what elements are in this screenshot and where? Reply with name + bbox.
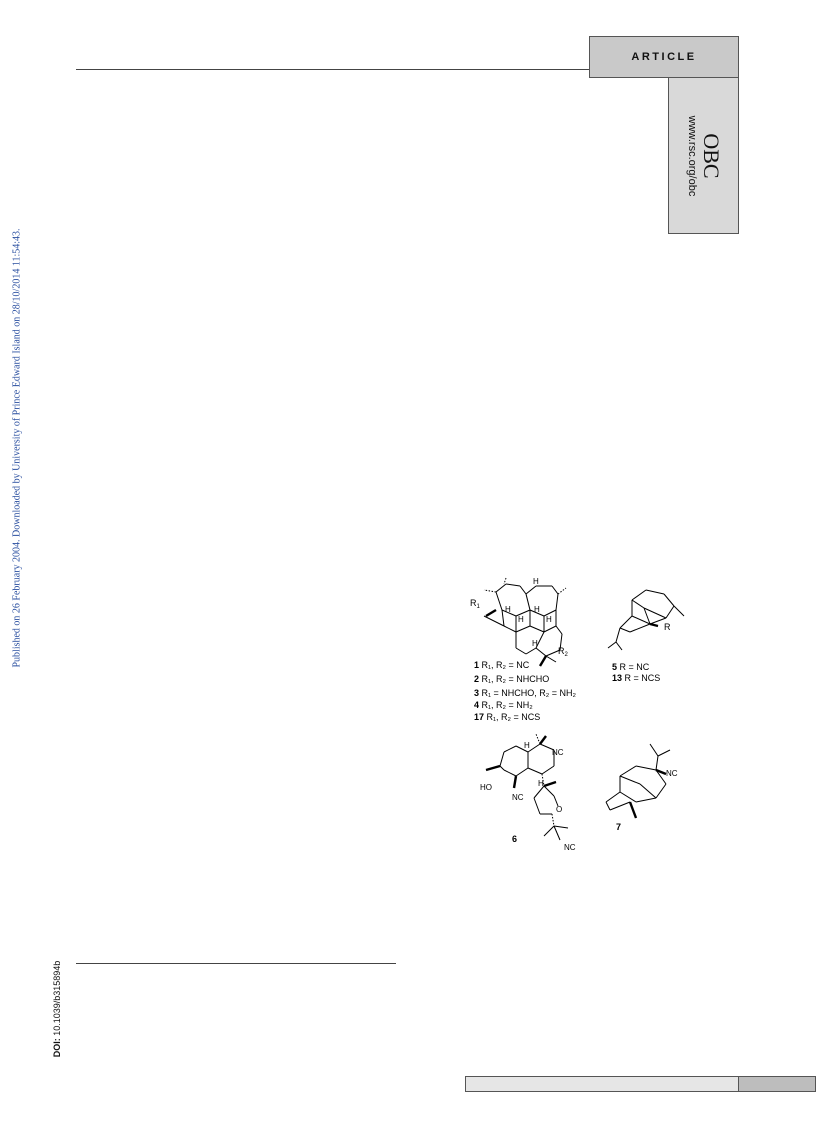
structure-6-ho-label: HO bbox=[480, 783, 492, 792]
legend-line-1: 1 R₁, R₂ = NC bbox=[474, 660, 530, 670]
structure-1-h-label: H bbox=[532, 639, 538, 648]
chemical-structures-figure bbox=[460, 570, 700, 870]
structure-6-nc-label: NC bbox=[512, 793, 524, 802]
published-download-note[interactable]: Published on 26 February 2004. Downloaded by University of Prince Edward Island on 28/10/2014 11:54:43. bbox=[11, 228, 23, 668]
journal-name: OBC bbox=[698, 132, 724, 179]
article-type-tab bbox=[589, 36, 739, 78]
header-rule bbox=[76, 69, 590, 70]
structure-6-h-label: H bbox=[538, 779, 544, 788]
structure-1-h-label: H bbox=[534, 605, 540, 614]
journal-box bbox=[668, 78, 739, 234]
compound-label-6: 6 bbox=[512, 834, 518, 844]
structure-1-r1-label: $R_1$ bbox=[470, 598, 480, 610]
legend-line-3: 3 R₁ = NHCHO, R₂ = NH₂ bbox=[474, 688, 577, 698]
structure-6-o-label: O bbox=[556, 805, 563, 814]
structure-5-skeleton bbox=[608, 590, 684, 650]
compound-legend-right bbox=[612, 662, 660, 683]
structure-7-nc-label: NC bbox=[666, 769, 678, 778]
doi-value: 10.1039/b315894b bbox=[52, 960, 62, 1036]
doi-text[interactable] bbox=[52, 961, 62, 1058]
structure-7-skeleton bbox=[606, 744, 670, 818]
structure-1-r2-label: $R_2$ bbox=[558, 646, 568, 658]
article-label: ARTICLE bbox=[631, 51, 697, 63]
structure-1-skeleton bbox=[484, 578, 566, 666]
structure-5-r-label: R bbox=[664, 622, 671, 632]
footnote-rule bbox=[76, 963, 396, 964]
structure-1-h-label: H bbox=[546, 615, 552, 624]
structure-1-h-label: H bbox=[505, 605, 511, 614]
structure-6-nc-label: NC bbox=[552, 748, 564, 757]
legend-line-5-nc: 5 R = NC bbox=[612, 662, 650, 672]
structure-1-h-label: H bbox=[518, 615, 524, 624]
structure-1-h-label: H bbox=[533, 577, 539, 586]
legend-line-13-ncs: 13 R = NCS bbox=[612, 673, 661, 683]
compound-label-7: 7 bbox=[616, 822, 622, 832]
structure-6-nc-label: NC bbox=[564, 843, 576, 852]
footer-bar bbox=[465, 1076, 816, 1092]
compound-legend-left bbox=[474, 660, 577, 722]
legend-line-4: 4 R₁, R₂ = NH₂ bbox=[474, 700, 533, 710]
legend-line-5: 17 R₁, R₂ = NCS bbox=[474, 712, 541, 722]
structure-6-h-label: H bbox=[524, 741, 530, 750]
journal-url[interactable]: www.rsc.org/obc bbox=[685, 115, 698, 196]
doi-label: DOI: bbox=[52, 1038, 62, 1058]
legend-line-2: 2 R₁, R₂ = NHCHO bbox=[474, 674, 550, 684]
footer-bar-segment bbox=[738, 1077, 815, 1091]
